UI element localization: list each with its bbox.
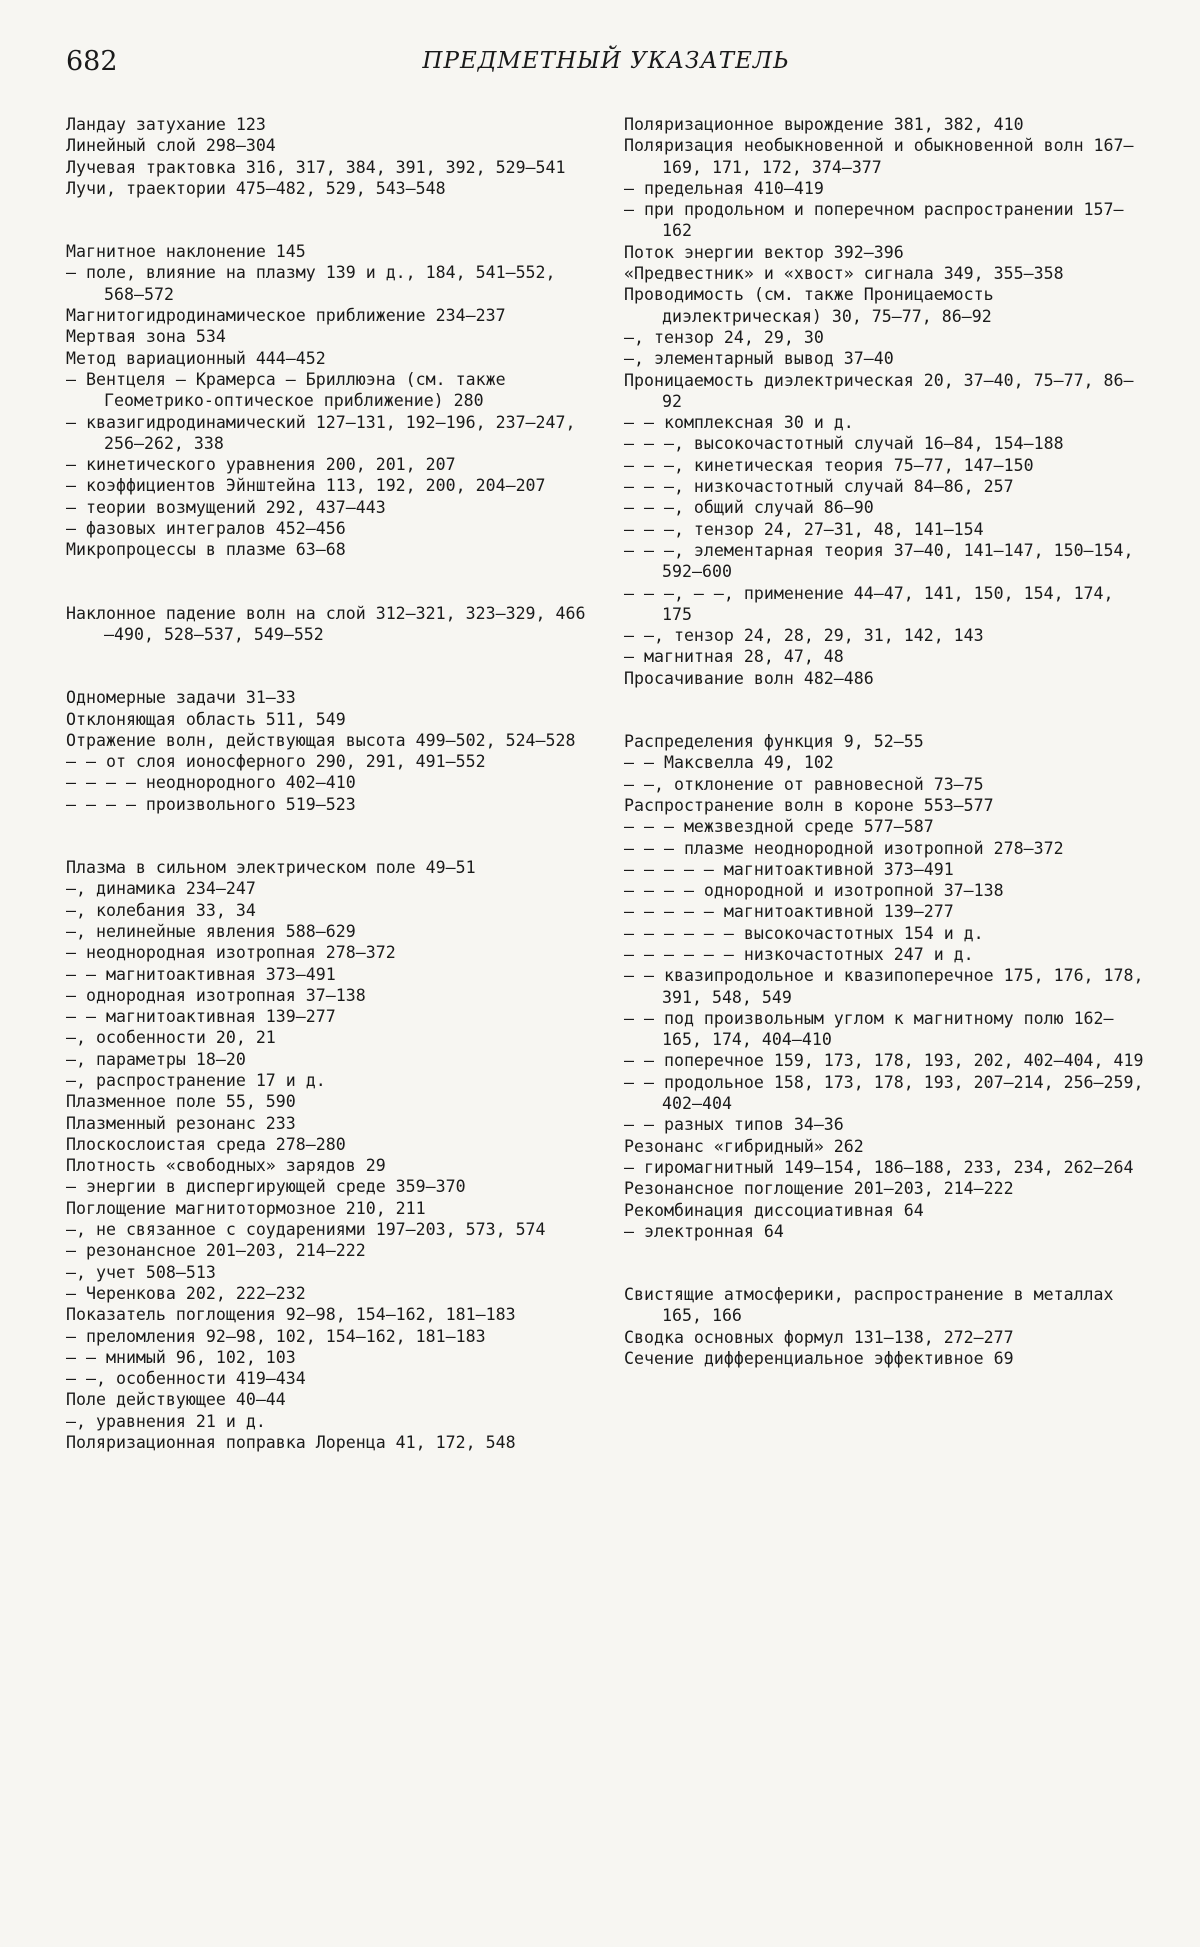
index-entry: Проводимость (см. также Проницаемость диэлектрическая) 30, 75—77, 86—92 [624, 285, 994, 326]
index-entry: — — — — — — низкочастотных 247 и д. [624, 944, 974, 964]
index-entry: — гиромагнитный 149—154, 186—188, 233, 234, 262—264 [624, 1157, 1134, 1177]
index-entry: — — от слоя ионосферного 290, 291, 491—552 [66, 752, 486, 772]
index-entry: Микропроцессы в плазме 63—68 [66, 540, 346, 560]
index-entry: Плазма в сильном электрическом поле 49—51 [66, 858, 476, 878]
index-entry: — энергии в диспергирующей среде 359—370 [66, 1177, 466, 1197]
index-entry: — однородная изотропная 37—138 [66, 985, 366, 1005]
index-entry: Плотность «свободных» зарядов 29 [66, 1156, 386, 1176]
page-header [66, 46, 1146, 86]
index-entry: — — продольное 158, 173, 178, 193, 207—214, 256—259, 402—404 [624, 1072, 1144, 1114]
index-entry: — — — — однородной и изотропной 37—138 [624, 881, 1004, 901]
index-entry: — — магнитоактивная 139—277 [66, 1007, 336, 1027]
index-entry: —, особенности 20, 21 [66, 1028, 276, 1048]
index-entry: —, элементарный вывод 37—40 [624, 349, 894, 369]
index-entry: — преломления 92—98, 102, 154—162, 181—183 [66, 1326, 486, 1346]
index-entry: Поглощение магнитотормозное 210, 211 [66, 1198, 426, 1218]
index-entry: Распространение волн в короне 553—577 [624, 795, 994, 815]
index-entry: — — — — произвольного 519—523 [66, 794, 356, 814]
index-entry: Рекомбинация диссоциативная 64 [624, 1200, 924, 1220]
section-gap [66, 561, 588, 603]
index-entry: Резонансное поглощение 201—203, 214—222 [624, 1179, 1014, 1199]
index-entry: Просачивание волн 482—486 [624, 668, 874, 688]
index-entry: Поляризация необыкновенной и обыкновенной волн 167—169, 171, 172, 374—377 [624, 136, 1134, 177]
index-entry: Плазменный резонанс 233 [66, 1113, 296, 1133]
index-entry: «Предвестник» и «хвост» сигнала 349, 355—358 [624, 264, 1064, 284]
index-entry: Лучи, траектории 475—482, 529, 543—548 [66, 178, 446, 198]
index-entry: — — — — — — высокочастотных 154 и д. [624, 923, 984, 943]
index-entry: —, учет 508—513 [66, 1262, 216, 1282]
index-entry: —, уравнения 21 и д. [66, 1411, 266, 1431]
index-entry: Плазменное поле 55, 590 [66, 1092, 296, 1112]
index-entry: —, нелинейные явления 588—629 [66, 921, 356, 941]
index-entry: — — — — — магнитоактивной 373—491 [624, 859, 954, 879]
index-entry: — — —, общий случай 86—90 [624, 498, 874, 518]
index-entry: — — Максвелла 49, 102 [624, 753, 834, 773]
index-entry: — — комплексная 30 и д. [624, 413, 854, 433]
index-entry: Лучевая трактовка 316, 317, 384, 391, 392, 529—541 [66, 157, 566, 177]
index-entry: Сводка основных формул 131—138, 272—277 [624, 1327, 1014, 1347]
index-entry: Мертвая зона 534 [66, 327, 226, 347]
index-entry: Поле действующее 40—44 [66, 1390, 286, 1410]
index-entry: Магнитное наклонение 145 [66, 242, 306, 262]
left-index-column [66, 114, 588, 1453]
index-entry: Свистящие атмосферики, распространение в металлах 165, 166 [624, 1285, 1114, 1326]
index-entry: — — —, тензор 24, 27—31, 48, 141—154 [624, 519, 984, 539]
index-entry: —, динамика 234—247 [66, 879, 256, 899]
index-entry: — Вентцеля — Крамерса — Бриллюэна (см. также Геометрико-оптическое приближение) 280 [66, 369, 506, 411]
index-entry: Поляризационное вырождение 381, 382, 410 [624, 115, 1024, 134]
section-gap [66, 199, 588, 241]
section-gap [624, 689, 1146, 731]
index-entry: Распределения функция 9, 52—55 [624, 732, 924, 752]
index-entry: — —, особенности 419—434 [66, 1369, 306, 1389]
index-entry: Показатель поглощения 92—98, 154—162, 181—183 [66, 1305, 516, 1325]
index-entry: — предельная 410—419 [624, 178, 824, 198]
index-entry: — — — — — магнитоактивной 139—277 [624, 902, 954, 922]
index-entry: —, параметры 18—20 [66, 1049, 246, 1069]
index-entry: Метод вариационный 444—452 [66, 348, 326, 368]
index-entry: — магнитная 28, 47, 48 [624, 647, 844, 667]
index-entry: —, распространение 17 и д. [66, 1070, 326, 1090]
index-entry: Наклонное падение волн на слой 312—321, 323—329, 466—490, 528—537, 549—552 [66, 603, 586, 644]
index-entry: — электронная 64 [624, 1221, 784, 1241]
index-entry: — неоднородная изотропная 278—372 [66, 943, 396, 963]
index-entry: Магнитогидродинамическое приближение 234—237 [66, 306, 506, 326]
index-entry: — квазигидродинамический 127—131, 192—196, 237—247, 256—262, 338 [66, 412, 576, 453]
index-entry: — — поперечное 159, 173, 178, 193, 202, 402—404, 419 [624, 1051, 1144, 1071]
index-entry: —, не связанное с соударениями 197—203, 573, 574 [66, 1220, 546, 1240]
index-entry: — — —, высокочастотный случай 16—84, 154—188 [624, 434, 1064, 454]
right-index-column [624, 114, 1146, 1369]
index-entry: —, тензор 24, 29, 30 [624, 327, 824, 347]
index-entry: — Черенкова 202, 222—232 [66, 1283, 306, 1303]
index-entry: — — —, кинетическая теория 75—77, 147—150 [624, 455, 1034, 475]
index-entry: Линейный слой 298—304 [66, 136, 276, 156]
index-entry: Плоскослоистая среда 278—280 [66, 1134, 346, 1154]
index-entry: —, колебания 33, 34 [66, 900, 256, 920]
index-entry: — теории возмущений 292, 437—443 [66, 497, 386, 517]
index-entry: — — —, — —, применение 44—47, 141, 150, 154, 174, 175 [624, 583, 1114, 624]
index-entry: Проницаемость диэлектрическая 20, 37—40, 75—77, 86—92 [624, 370, 1134, 411]
index-entry: — — мнимый 96, 102, 103 [66, 1347, 296, 1367]
index-entry: — — — межзвездной среде 577—587 [624, 817, 934, 837]
index-entry: — при продольном и поперечном распространении 157—162 [624, 200, 1124, 241]
index-entry: Сечение дифференциальное эффективное 69 [624, 1349, 1014, 1369]
index-entry: Отклоняющая область 511, 549 [66, 709, 346, 729]
index-entry: Отражение волн, действующая высота 499—502, 524—528 [66, 730, 576, 750]
index-entry: — — — — неоднородного 402—410 [66, 773, 356, 793]
index-entry: — — квазипродольное и квазипоперечное 175, 176, 178, 391, 548, 549 [624, 966, 1144, 1007]
index-entry: Ландау затухание 123 [66, 115, 266, 134]
page-number: 682 [66, 46, 118, 77]
index-entry: — —, тензор 24, 28, 29, 31, 142, 143 [624, 626, 984, 646]
index-entry: Поток энергии вектор 392—396 [624, 242, 904, 262]
index-entry: — — —, низкочастотный случай 84—86, 257 [624, 477, 1014, 497]
section-gap [66, 645, 588, 687]
index-entry: — — — плазме неоднородной изотропной 278—372 [624, 838, 1064, 858]
index-entry: Резонанс «гибридный» 262 [624, 1136, 864, 1156]
index-entry: — — разных типов 34—36 [624, 1115, 844, 1135]
index-entry: — — —, элементарная теория 37—40, 141—147, 150—154, 592—600 [624, 540, 1134, 582]
section-gap [66, 815, 588, 857]
index-entry: — — магнитоактивная 373—491 [66, 964, 336, 984]
index-entry: — фазовых интегралов 452—456 [66, 519, 346, 539]
index-entry: — кинетического уравнения 200, 201, 207 [66, 455, 456, 475]
running-title: ПРЕДМЕТНЫЙ УКАЗАТЕЛЬ [422, 48, 790, 74]
index-entry: — поле, влияние на плазму 139 и д., 184, 541—552, 568—572 [66, 263, 556, 304]
index-entry: — —, отклонение от равновесной 73—75 [624, 774, 984, 794]
index-entry: — резонансное 201—203, 214—222 [66, 1241, 366, 1261]
section-gap [624, 1242, 1146, 1284]
index-entry: Одномерные задачи 31—33 [66, 688, 296, 708]
index-entry: — — под произвольным углом к магнитному полю 162—165, 174, 404—410 [624, 1008, 1114, 1050]
index-entry: — коэффициентов Эйнштейна 113, 192, 200, 204—207 [66, 476, 546, 496]
index-entry: Поляризационная поправка Лоренца 41, 172, 548 [66, 1433, 516, 1453]
